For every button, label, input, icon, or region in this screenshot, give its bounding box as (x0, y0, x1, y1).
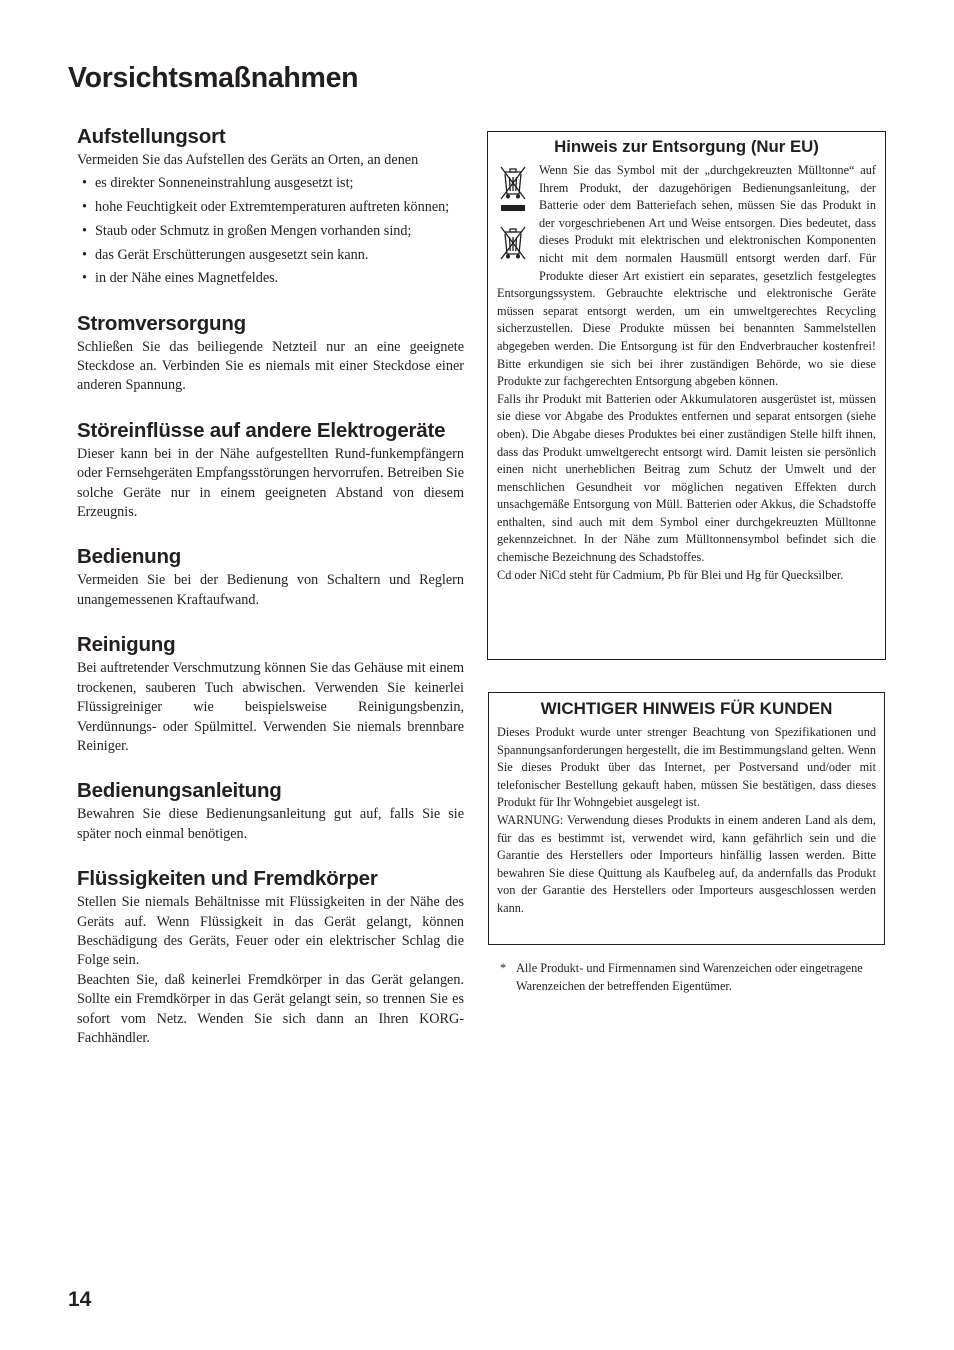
eu-notice-text: Wenn Sie das Symbol mit der „durchgekreuzten Mülltonne“ auf Ihrem Produkt, der dazugehörigen Bedienungsanleitung, der Batterie oder dem Batteriefach sehen, müssen Sie das Produkt in der vorgeschriebenen Art und Weise entsorgen. Dies bedeutet, dass dieses Produkt mit elektrischen und elektronischen Komponenten nicht mit dem normalen Hausmüll entsorgt werden darf. Für Produkte dieser Art existiert ein separates, gesetzlich festgelegtes Entsorgungssystem. Gebrauchte elektrische und elektronische Geräte müssen separat entsorgt werden, um ein umweltgerechtes Recycling sicherzustellen. Diese Produkte müssen bei benannten Sammelstellen abgegeben werden. Die Entsorgung ist für den Endverbraucher kostenfrei! Bitte erkundigen sie sich bei ihrer zuständigen Behörde, wo sie diese Produkte zur fachgerechten Entsorgung abgeben können. (497, 163, 876, 389)
eu-disposal-notice-box (487, 131, 886, 660)
section-bedienung (77, 544, 464, 610)
section-text: Schließen Sie das beiliegende Netzteil nur an eine geeignete Steckdose an. Verbinden Sie es niemals mit einer Steckdose einer anderen Spannung. (77, 338, 464, 394)
customer-notice-heading: WICHTIGER HINWEIS FÜR KUNDEN (540, 699, 833, 718)
customer-notice-box (488, 692, 885, 945)
precautions-column (77, 124, 464, 1070)
list-item: • es direkter Sonneneinstrahlung ausgesetzt ist; (77, 174, 464, 193)
customer-notice-text: Dieses Produkt wurde unter strenger Beachtung von Spezifikationen und Spannungsanforderungen hergestellt, die im Bestimmungsland gelten. Wenn Sie dieses Produkt über das Internet, per Postversand und/oder mit telefonischer Bestellung gekauft haben, müssen Sie bestätigen, dass dieses Produkt für Ihr Wohngebiet ausgelegt ist. (497, 725, 876, 810)
section-bedienungsanleitung (77, 778, 464, 844)
section-text: Vermeiden Sie das Aufstellen des Geräts an Orten, an denen (77, 152, 419, 168)
section-heading: Störeinflüsse auf andere Elektrogeräte (77, 418, 446, 442)
bullet-icon: • (82, 270, 87, 287)
list-item: • in der Nähe eines Magnetfeldes. (77, 269, 464, 288)
eu-notice-text: Falls ihr Produkt mit Batterien oder Akkumulatoren ausgerüstet ist, müssen sie diese vor Abgabe des Produktes entfernen und separat entsorgen (siehe oben). Die Abgabe dieses Produktes bei einer zuständigen Stelle hilft ihnen, dass das Produkt umweltgerecht entsorgt wird. Damit leisten sie persönlich einen nicht unerheblichen Beitrag zum Schutz der Umwelt und der menschlichen Gesundheit vor möglichen negativen Effekten durch unsachgemäße Entsorgung von Müll. Batterien oder Akkus, die Schadstoffe enthalten, sind auch mit dem Symbol einer durchgekreuzten Mülltonne gekennzeichnet. In der Nähe zum Mülltonnensymbol befindet sich die chemische Bezeichnung des Schadstoffes. (497, 391, 876, 565)
bullet-icon: • (82, 199, 87, 216)
section-heading: Flüssigkeiten und Fremdkörper (77, 867, 378, 891)
page-number: 14 (68, 1288, 92, 1311)
disposal-symbols (497, 164, 529, 274)
section-text: Bewahren Sie diese Bedienungsanleitung gut auf, falls Sie sie später noch einmal benötigen. (77, 806, 464, 842)
section-fluessigkeiten (77, 866, 464, 1048)
crossed-bin-with-bar-icon (497, 164, 529, 214)
section-heading: Bedienungsanleitung (77, 779, 282, 803)
list-item: • das Gerät Erschütterungen ausgesetzt sein kann. (77, 246, 464, 265)
eu-notice-text: Cd oder NiCd steht für Cadmium, Pb für Blei und Hg für Quecksilber. (497, 567, 844, 582)
list-item: • hohe Feuchtigkeit oder Extremtemperaturen auftreten können; (77, 198, 464, 217)
section-text: Vermeiden Sie bei der Bedienung von Schaltern und Reglern unangemessenen Kraftaufwand. (77, 572, 464, 608)
section-stoereinfluesse (77, 418, 464, 523)
footnote-marker: * (500, 961, 507, 975)
section-text: Bei auftretender Verschmutzung können Sie das Gehäuse mit einem trockenen, sauberen Tuch abwischen. Verwenden Sie keinerlei Flüssigreiniger wie beispielsweise Reinigungsbenzin, Verdünnungs- oder Spülmittel. Verwenden Sie niemals brennbare Reiniger. (77, 660, 464, 754)
page-title: Vorsichtsmaßnahmen (68, 62, 359, 94)
section-reinigung (77, 632, 464, 756)
footnote-text: Alle Produkt- und Firmennamen sind Warenzeichen oder eingetragene Warenzeichen der betreffenden Eigentümer. (516, 961, 863, 993)
section-stromversorgung (77, 311, 464, 396)
section-text: Stellen Sie niemals Behältnisse mit Flüssigkeiten in der Nähe des Geräts auf. Wenn Flüssigkeit in das Gerät gelangt, können Beschädigung des Geräts, Feuer oder ein elektrischer Schlag die Folge sein. (77, 894, 464, 969)
trademark-footnote (500, 960, 880, 996)
section-heading: Bedienung (77, 545, 182, 569)
bullet-icon: • (82, 175, 87, 192)
section-heading: Reinigung (77, 633, 176, 657)
section-text: Dieser kann bei in der Nähe aufgestellten Rund-funkempfängern oder Fernsehgeräten Empfangsstörungen hervorrufen. Betreiben Sie solche Geräte nur in einem geeigneten Abstand von diesem Erzeugnis. (77, 445, 464, 521)
crossed-bin-icon (497, 224, 529, 268)
section-heading: Aufstellungsort (77, 125, 226, 148)
eu-notice-heading: Hinweis zur Entsorgung (Nur EU) (554, 137, 819, 156)
section-heading: Stromversorgung (77, 311, 246, 335)
section-text: Beachten Sie, daß keinerlei Fremdkörper in das Gerät gelangen. Sollte ein Fremdkörper in das Gerät gelangt sein, so trennen Sie es sofort vom Netz. Wenden Sie sich dann an Ihren KORG-Fachhändler. (77, 971, 464, 1046)
bullet-icon: • (82, 246, 87, 263)
customer-notice-text: WARNUNG: Verwendung dieses Produkts in einem anderen Land als dem, für das es bestimmt ist, verwendet wird, kann gefährlich sein und die Garantie des Herstellers oder Importeurs hinfällig lassen werden. Bitte bewahren Sie diese Quittung als Kaufbeleg auf, da andernfalls das Produkt von der Garantie des Herstellers oder Importeurs ausgeschlossen werden kann. (497, 812, 876, 915)
list-item: • Staub oder Schmutz in großen Mengen vorhanden sind; (77, 222, 464, 241)
bullet-list (77, 174, 464, 288)
section-aufstellungsort (77, 124, 464, 289)
bullet-icon: • (82, 222, 87, 239)
